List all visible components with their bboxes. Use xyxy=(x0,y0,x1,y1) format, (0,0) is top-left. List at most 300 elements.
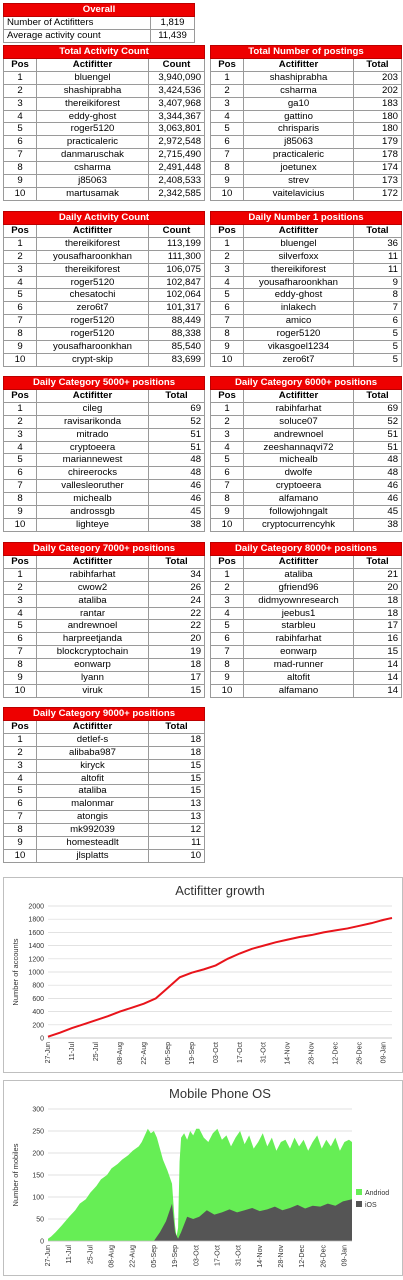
daily-category-9000-table xyxy=(3,707,205,863)
pos-cell: 7 xyxy=(211,149,244,162)
value-cell: 5 xyxy=(354,341,402,354)
table-row xyxy=(4,467,205,480)
actifitter-cell: rabihfarhat xyxy=(37,568,149,581)
value-cell: 179 xyxy=(354,136,402,149)
pos-cell: 8 xyxy=(4,328,37,341)
pos-cell: 5 xyxy=(4,289,37,302)
actifitter-header: Actifitter xyxy=(37,58,149,71)
table-row xyxy=(211,110,402,123)
table-row xyxy=(211,276,402,289)
table-row xyxy=(4,798,205,811)
value-cell: 14 xyxy=(354,684,402,697)
pos-cell: 7 xyxy=(4,480,37,493)
table-row xyxy=(4,110,205,123)
actifitter-cell: roger5120 xyxy=(37,315,149,328)
table-row xyxy=(211,175,402,188)
legend-swatch xyxy=(356,1189,362,1195)
table-row xyxy=(4,175,205,188)
table-row xyxy=(211,454,402,467)
pos-cell: 4 xyxy=(4,441,37,454)
value-cell: 20 xyxy=(149,633,205,646)
pos-cell: 2 xyxy=(4,84,37,97)
table-row xyxy=(4,250,205,263)
value-cell: 13 xyxy=(149,798,205,811)
table-row xyxy=(211,149,402,162)
value-cell: 20 xyxy=(354,581,402,594)
value-cell: 51 xyxy=(149,428,205,441)
x-tick-label: 26-Dec xyxy=(320,1245,328,1268)
pos-cell: 3 xyxy=(4,594,37,607)
value-cell: 10 xyxy=(149,849,205,862)
pos-cell: 6 xyxy=(4,136,37,149)
table-title: Daily Category 6000+ positions xyxy=(211,377,402,390)
value-cell: 36 xyxy=(354,237,402,250)
x-tick-label: 11-Jul xyxy=(68,1042,76,1061)
y-tick-label: 1200 xyxy=(28,956,44,964)
actifitter-cell: andrewnoel xyxy=(244,428,354,441)
actifitter-cell: cryptoeera xyxy=(244,480,354,493)
actifitter-cell: cryptoeera xyxy=(37,441,149,454)
value-cell: 2,491,448 xyxy=(149,162,205,175)
value-cell: 88,338 xyxy=(149,328,205,341)
actifitter-cell: andrewnoel xyxy=(37,620,149,633)
actifitter-cell: androssgb xyxy=(37,506,149,519)
x-tick-label: 17-Oct xyxy=(214,1245,222,1267)
value-cell: 69 xyxy=(354,402,402,415)
overall-label: Number of Actifitters xyxy=(4,16,151,29)
pos-cell: 10 xyxy=(4,518,37,531)
pos-cell: 7 xyxy=(4,315,37,328)
table-row xyxy=(4,493,205,506)
table-row xyxy=(211,328,402,341)
table-row xyxy=(4,441,205,454)
pos-cell: 4 xyxy=(4,276,37,289)
table-row xyxy=(211,263,402,276)
pos-cell: 3 xyxy=(211,97,244,110)
pos-cell: 7 xyxy=(4,811,37,824)
daily-category-8000-table xyxy=(210,542,402,698)
actifitter-growth-chart xyxy=(3,877,403,1073)
x-tick-label: 17-Oct xyxy=(236,1042,244,1064)
table-row xyxy=(4,480,205,493)
actifitter-cell: yousafharoonkhan xyxy=(37,341,149,354)
pos-cell: 2 xyxy=(4,415,37,428)
pos-cell: 7 xyxy=(4,149,37,162)
pos-cell: 9 xyxy=(4,672,37,685)
y-tick-label: 200 xyxy=(32,1150,44,1158)
value-cell: 17 xyxy=(149,672,205,685)
actifitter-cell: viruk xyxy=(37,684,149,697)
x-tick-label: 19-Sep xyxy=(172,1245,180,1268)
actifitter-cell: roger5120 xyxy=(37,328,149,341)
actifitter-cell: joetunex xyxy=(244,162,354,175)
pos-header: Pos xyxy=(211,389,244,402)
pos-cell: 6 xyxy=(211,136,244,149)
pos-cell: 4 xyxy=(211,607,244,620)
actifitter-cell: silverfoxx xyxy=(244,250,354,263)
table-row xyxy=(4,620,205,633)
value-cell: 3,063,801 xyxy=(149,123,205,136)
value-header: Count xyxy=(149,224,205,237)
pos-cell: 3 xyxy=(4,428,37,441)
y-tick-label: 800 xyxy=(32,982,44,990)
pos-cell: 1 xyxy=(4,237,37,250)
table-row xyxy=(211,123,402,136)
actifitter-cell: ga10 xyxy=(244,97,354,110)
pos-cell: 5 xyxy=(211,454,244,467)
table-row xyxy=(211,594,402,607)
value-cell: 83,699 xyxy=(149,353,205,366)
pos-cell: 1 xyxy=(211,402,244,415)
table-row xyxy=(211,415,402,428)
pos-cell: 10 xyxy=(211,353,244,366)
actifitter-cell: martusamak xyxy=(37,187,149,200)
actifitter-cell: crypt-skip xyxy=(37,353,149,366)
pos-cell: 5 xyxy=(4,123,37,136)
table-row xyxy=(4,837,205,850)
table-row xyxy=(211,568,402,581)
y-tick-label: 1800 xyxy=(28,916,44,924)
table-row xyxy=(211,402,402,415)
daily-number-1-positions-table xyxy=(210,211,402,367)
pos-cell: 1 xyxy=(4,71,37,84)
actifitter-cell: bluengel xyxy=(244,237,354,250)
table-row xyxy=(4,785,205,798)
table-row xyxy=(211,518,402,531)
x-tick-label: 31-Oct xyxy=(260,1042,268,1064)
table-row xyxy=(211,341,402,354)
table-row xyxy=(211,353,402,366)
actifitter-cell: csharma xyxy=(244,84,354,97)
pos-cell: 7 xyxy=(211,480,244,493)
pos-cell: 5 xyxy=(211,123,244,136)
value-cell: 5 xyxy=(354,353,402,366)
table-row xyxy=(4,759,205,772)
table-row xyxy=(4,594,205,607)
value-cell: 3,424,536 xyxy=(149,84,205,97)
pos-cell: 9 xyxy=(211,175,244,188)
actifitter-header: Actifitter xyxy=(244,555,354,568)
actifitter-cell: gattino xyxy=(244,110,354,123)
value-cell: 34 xyxy=(149,568,205,581)
x-tick-label: 03-Oct xyxy=(193,1245,201,1267)
overall-value: 11,439 xyxy=(151,29,195,42)
x-tick-label: 14-Nov xyxy=(284,1042,292,1065)
actifitter-cell: altofit xyxy=(37,772,149,785)
actifitter-cell: thereikiforest xyxy=(37,97,149,110)
pos-header: Pos xyxy=(211,58,244,71)
pos-cell: 5 xyxy=(4,785,37,798)
table-row xyxy=(4,71,205,84)
pos-cell: 10 xyxy=(4,353,37,366)
table-row xyxy=(4,237,205,250)
value-cell: 7 xyxy=(354,302,402,315)
value-cell: 11 xyxy=(354,250,402,263)
pos-cell: 2 xyxy=(4,746,37,759)
actifitter-cell: followjohngalt xyxy=(244,506,354,519)
table-title: Daily Category 8000+ positions xyxy=(211,543,402,556)
actifitter-cell: chesatochi xyxy=(37,289,149,302)
value-header: Count xyxy=(149,58,205,71)
actifitter-cell: vallesleoruther xyxy=(37,480,149,493)
value-cell: 51 xyxy=(354,441,402,454)
x-tick-label: 25-Jul xyxy=(92,1042,100,1062)
table-title: Daily Category 7000+ positions xyxy=(4,543,205,556)
value-cell: 69 xyxy=(149,402,205,415)
value-cell: 48 xyxy=(354,454,402,467)
actifitter-cell: csharma xyxy=(37,162,149,175)
actifitter-cell: cwow2 xyxy=(37,581,149,594)
actifitter-cell: practicaleric xyxy=(244,149,354,162)
table-row xyxy=(211,71,402,84)
value-cell: 11 xyxy=(149,837,205,850)
pos-cell: 6 xyxy=(211,633,244,646)
value-cell: 3,407,968 xyxy=(149,97,205,110)
pos-cell: 2 xyxy=(211,415,244,428)
table-row xyxy=(4,302,205,315)
y-tick-label: 0 xyxy=(40,1238,44,1246)
y-tick-label: 2000 xyxy=(28,903,44,911)
value-cell: 180 xyxy=(354,110,402,123)
growth-chart-svg xyxy=(4,878,402,1072)
value-cell: 5 xyxy=(354,328,402,341)
actifitter-cell: eonwarp xyxy=(244,646,354,659)
actifitter-cell: ataliba xyxy=(37,785,149,798)
actifitter-cell: rabihfarhat xyxy=(244,633,354,646)
pos-cell: 3 xyxy=(4,263,37,276)
x-tick-label: 19-Sep xyxy=(188,1042,196,1065)
actifitter-cell: roger5120 xyxy=(244,328,354,341)
y-tick-label: 1000 xyxy=(28,969,44,977)
table-row xyxy=(211,493,402,506)
total-activity-count-table xyxy=(3,45,205,201)
value-cell: 102,064 xyxy=(149,289,205,302)
value-cell: 101,317 xyxy=(149,302,205,315)
pos-cell: 5 xyxy=(211,620,244,633)
actifitter-cell: alfamano xyxy=(244,684,354,697)
actifitter-cell: shashiprabha xyxy=(37,84,149,97)
pos-cell: 4 xyxy=(4,607,37,620)
table-row xyxy=(4,415,205,428)
daily-activity-count-table xyxy=(3,211,205,367)
pos-cell: 6 xyxy=(4,633,37,646)
pos-cell: 5 xyxy=(211,289,244,302)
pos-header: Pos xyxy=(4,224,37,237)
actifitter-cell: vaitelavicius xyxy=(244,187,354,200)
actifitter-cell: dwolfe xyxy=(244,467,354,480)
value-cell: 6 xyxy=(354,315,402,328)
legend-label: iOS xyxy=(365,1202,377,1209)
table-row xyxy=(4,568,205,581)
table-row xyxy=(211,467,402,480)
table-row xyxy=(4,684,205,697)
value-cell: 48 xyxy=(149,467,205,480)
actifitter-header: Actifitter xyxy=(37,555,149,568)
table-row xyxy=(4,402,205,415)
value-cell: 3,344,367 xyxy=(149,110,205,123)
value-cell: 183 xyxy=(354,97,402,110)
value-cell: 18 xyxy=(354,607,402,620)
pos-cell: 1 xyxy=(4,568,37,581)
pos-cell: 6 xyxy=(4,798,37,811)
actifitter-header: Actifitter xyxy=(37,720,149,733)
table-row xyxy=(4,659,205,672)
value-cell: 85,540 xyxy=(149,341,205,354)
actifitter-cell: homesteadlt xyxy=(37,837,149,850)
table-row xyxy=(211,302,402,315)
daily-category-6000-table xyxy=(210,376,402,532)
pos-cell: 9 xyxy=(211,506,244,519)
actifitter-cell: thereikiforest xyxy=(244,263,354,276)
value-cell: 51 xyxy=(149,441,205,454)
actifitter-cell: mk992039 xyxy=(37,824,149,837)
pos-header: Pos xyxy=(211,555,244,568)
table-row xyxy=(211,480,402,493)
x-tick-label: 05-Sep xyxy=(150,1245,158,1268)
x-tick-label: 27-Jun xyxy=(45,1245,52,1267)
actifitter-cell: rabihfarhat xyxy=(244,402,354,415)
actifitter-header: Actifitter xyxy=(244,224,354,237)
x-tick-label: 08-Aug xyxy=(116,1042,124,1065)
x-tick-label: 22-Aug xyxy=(140,1042,148,1065)
actifitter-header: Actifitter xyxy=(37,224,149,237)
value-cell: 203 xyxy=(354,71,402,84)
actifitter-cell: thereikiforest xyxy=(37,263,149,276)
daily-category-7000-table xyxy=(3,542,205,698)
y-tick-label: 300 xyxy=(32,1106,44,1114)
actifitter-cell: j85063 xyxy=(37,175,149,188)
pos-header: Pos xyxy=(4,58,37,71)
table-row xyxy=(4,263,205,276)
actifitter-cell: roger5120 xyxy=(37,123,149,136)
actifitter-cell: ataliba xyxy=(244,568,354,581)
value-cell: 38 xyxy=(354,518,402,531)
pos-cell: 9 xyxy=(4,175,37,188)
value-cell: 15 xyxy=(149,759,205,772)
pos-cell: 10 xyxy=(211,518,244,531)
table-row xyxy=(211,84,402,97)
actifitter-cell: altofit xyxy=(244,672,354,685)
value-cell: 46 xyxy=(149,493,205,506)
table-row xyxy=(211,136,402,149)
x-tick-label: 22-Aug xyxy=(129,1245,137,1268)
value-cell: 46 xyxy=(354,480,402,493)
value-cell: 48 xyxy=(149,454,205,467)
table-row xyxy=(4,607,205,620)
actifitter-cell: alibaba987 xyxy=(37,746,149,759)
value-cell: 15 xyxy=(149,785,205,798)
value-cell: 102,847 xyxy=(149,276,205,289)
pos-cell: 9 xyxy=(4,506,37,519)
pos-cell: 5 xyxy=(4,454,37,467)
pos-cell: 8 xyxy=(4,162,37,175)
y-tick-label: 250 xyxy=(32,1128,44,1136)
pos-cell: 4 xyxy=(211,441,244,454)
actifitter-cell: j85063 xyxy=(244,136,354,149)
actifitter-cell: zeeshannaqvi72 xyxy=(244,441,354,454)
value-cell: 11 xyxy=(354,263,402,276)
pos-cell: 7 xyxy=(211,315,244,328)
y-axis-label: Number of accounts xyxy=(11,938,20,1006)
actifitter-cell: cryptocurrencyhk xyxy=(244,518,354,531)
y-tick-label: 1600 xyxy=(28,929,44,937)
actifitter-cell: vikasgoel1234 xyxy=(244,341,354,354)
table-row xyxy=(211,607,402,620)
pos-cell: 1 xyxy=(211,71,244,84)
pos-cell: 9 xyxy=(211,672,244,685)
y-tick-label: 100 xyxy=(32,1194,44,1202)
pos-cell: 8 xyxy=(211,328,244,341)
value-header: Total xyxy=(354,389,402,402)
pos-cell: 4 xyxy=(4,772,37,785)
pos-header: Pos xyxy=(4,389,37,402)
x-tick-label: 25-Jul xyxy=(87,1245,95,1265)
actifitter-cell: jlsplatts xyxy=(37,849,149,862)
actifitter-cell: amico xyxy=(244,315,354,328)
y-tick-label: 50 xyxy=(36,1216,44,1224)
pos-cell: 8 xyxy=(211,659,244,672)
overall-value: 1,819 xyxy=(151,16,195,29)
actifitter-cell: mitrado xyxy=(37,428,149,441)
value-cell: 178 xyxy=(354,149,402,162)
pos-cell: 8 xyxy=(211,493,244,506)
value-cell: 21 xyxy=(354,568,402,581)
actifitter-cell: ataliba xyxy=(37,594,149,607)
value-cell: 51 xyxy=(354,428,402,441)
pos-cell: 2 xyxy=(211,84,244,97)
pos-cell: 2 xyxy=(4,581,37,594)
table-row xyxy=(4,811,205,824)
y-tick-label: 400 xyxy=(32,1009,44,1017)
actifitter-cell: roger5120 xyxy=(37,276,149,289)
actifitter-cell: chrisparis xyxy=(244,123,354,136)
pos-cell: 2 xyxy=(211,581,244,594)
actifitter-cell: malonmar xyxy=(37,798,149,811)
table-title: Daily Category 9000+ positions xyxy=(4,708,205,721)
value-cell: 18 xyxy=(354,594,402,607)
actifitter-cell: shashiprabha xyxy=(244,71,354,84)
table-row xyxy=(4,276,205,289)
table-title: Daily Activity Count xyxy=(4,212,205,225)
pos-cell: 7 xyxy=(211,646,244,659)
table-row xyxy=(4,289,205,302)
value-cell: 15 xyxy=(149,684,205,697)
pos-cell: 1 xyxy=(4,733,37,746)
table-row xyxy=(4,772,205,785)
value-header: Total xyxy=(149,720,205,733)
value-cell: 13 xyxy=(149,811,205,824)
x-tick-label: 12-Dec xyxy=(299,1245,307,1268)
actifitter-cell: lyann xyxy=(37,672,149,685)
x-tick-label: 26-Dec xyxy=(356,1042,364,1065)
value-cell: 106,075 xyxy=(149,263,205,276)
daily-category-5000-table xyxy=(3,376,205,532)
actifitter-cell: inlakech xyxy=(244,302,354,315)
value-cell: 9 xyxy=(354,276,402,289)
y-tick-label: 1400 xyxy=(28,943,44,951)
actifitter-cell: thereikiforest xyxy=(37,237,149,250)
value-cell: 48 xyxy=(354,467,402,480)
table-row xyxy=(4,84,205,97)
pos-cell: 10 xyxy=(211,684,244,697)
actifitter-cell: harpreetjanda xyxy=(37,633,149,646)
growth-series-line xyxy=(48,918,392,1037)
value-cell: 3,940,090 xyxy=(149,71,205,84)
table-row xyxy=(211,315,402,328)
table-row xyxy=(211,684,402,697)
value-cell: 8 xyxy=(354,289,402,302)
pos-cell: 4 xyxy=(211,110,244,123)
